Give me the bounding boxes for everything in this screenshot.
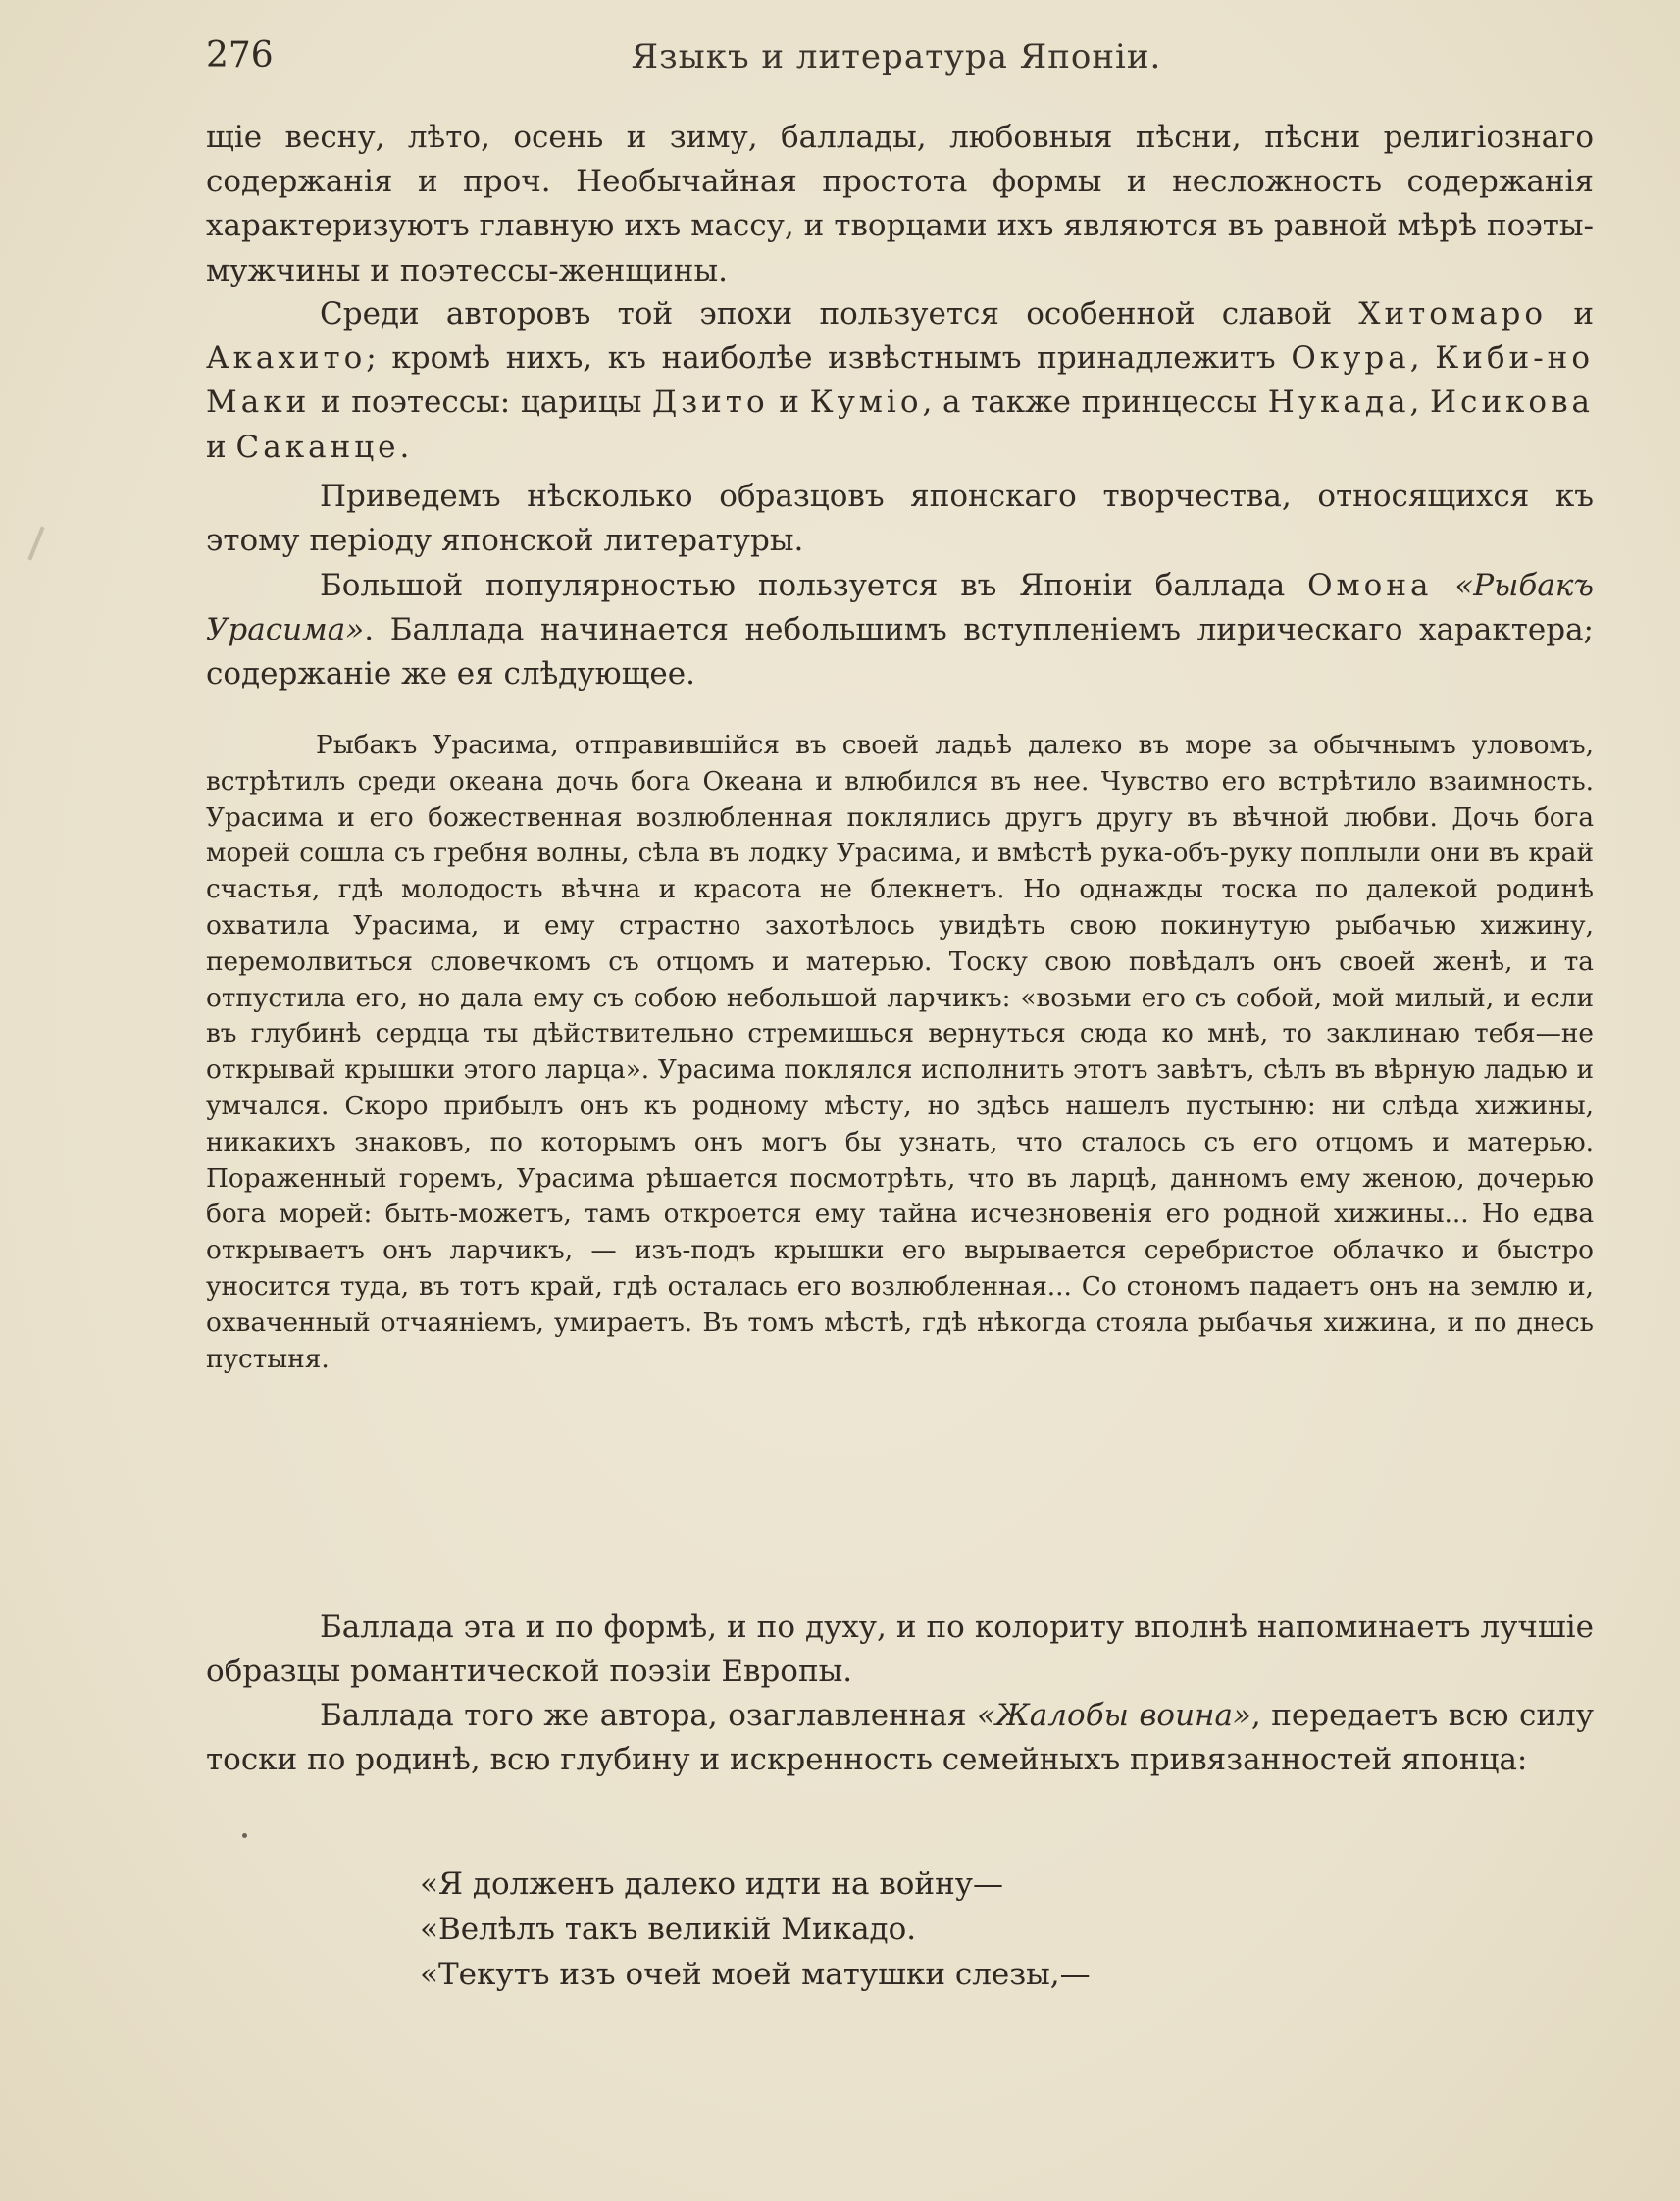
name-hitomaro: Хитомаро bbox=[1358, 296, 1548, 332]
p4-text-1: Большой популярностью пользуется въ Японіи баллада bbox=[320, 568, 1286, 603]
ballad-summary-text: Рыбакъ Урасима, отправившійся въ своей ладьѣ далеко въ море за обычнымъ уловомъ, встрѣтилъ среди океана дочь бога Океана и влюбился въ нее. Чувство его встрѣтило взаимность. Урасима и его божественная возлюбленная поклялись другъ другу въ вѣчной любви. Дочь бога морей сошла съ гребня волны, сѣла въ лодку Урасима, и вмѣстѣ рука-объ-руку поплыли они въ край счастья, гдѣ молодость вѣчна и красота не блекнетъ. Но однажды тоска по далекой родинѣ охватила Урасима, и ему страстно захотѣлось увидѣть свою покинутую рыбачью хижину, перемолвиться словечкомъ съ отцомъ и матерью. Тоску свою повѣдалъ онъ своей женѣ, и та отпустила его, но дала ему съ собою небольшой ларчикъ: «возьми его съ собой, мой милый, и если въ глубинѣ сердца ты дѣйствительно стремишься вернуться сюда ко мнѣ, то заклинаю тебя—не открывай крышки этого ларца». Урасима поклялся исполнить этотъ завѣтъ, сѣлъ въ вѣрную ладью и умчался. Скоро прибылъ онъ къ родному мѣсту, но здѣсь нашелъ пустыню: ни слѣда хижины, никакихъ знаковъ, по которымъ онъ могъ бы узнать, что сталось съ его отцомъ и матерью. Пораженный горемъ, Урасима рѣшается посмотрѣть, что въ ларцѣ, данномъ ему женою, дочерью бога морей: быть-можетъ, тамъ откроется ему тайна исчезновенія его родной хижины... Но едва открываетъ онъ ларчикъ, — изъ-подъ крышки его вырывается серебристое облачко и быстро уносится туда, въ тотъ край, гдѣ осталась его возлюбленная... Со стономъ падаетъ онъ на землю и, охваченный отчаяніемъ, умираетъ. Въ томъ мѣстѣ, гдѣ нѣкогда стояла рыбачья хижина, и по днесь пустыня. bbox=[206, 731, 1594, 1374]
p2-text-4: , bbox=[1409, 340, 1420, 377]
page-header bbox=[206, 35, 1587, 84]
p6-text-1: Баллада того же автора, озаглавленная bbox=[320, 1698, 967, 1733]
page-number: 276 bbox=[206, 35, 274, 76]
paragraph-3 bbox=[206, 475, 1594, 563]
verse-block bbox=[420, 1862, 1091, 1997]
p2-text-8: , bbox=[1409, 384, 1420, 421]
paragraph-5-text: Баллада эта и по формѣ, и по духу, и по колориту вполнѣ напоминаетъ лучшіе образцы романтической поэзіи Европы. bbox=[206, 1610, 1594, 1690]
name-isikova: Исикова bbox=[1429, 384, 1595, 421]
p2-text-2: и bbox=[1573, 296, 1595, 332]
ballad-summary bbox=[206, 728, 1594, 1377]
ballad-title-urasima: «Рыбакъ Урасима» bbox=[206, 568, 1594, 648]
name-okura: Окура bbox=[1291, 340, 1410, 377]
p2-text-9: и bbox=[206, 429, 227, 465]
name-akahito: Акахито bbox=[206, 340, 367, 377]
p2-text-3: ; кромѣ нихъ, къ наиболѣе извѣстнымъ принадлежитъ bbox=[366, 340, 1276, 377]
name-sakanpe: Саканце bbox=[235, 429, 400, 465]
paragraph-4 bbox=[206, 564, 1594, 697]
p2-text-10: . bbox=[399, 429, 410, 465]
name-dzito: Дзито bbox=[652, 384, 769, 421]
p2-text-5: и поэтессы: царицы bbox=[320, 384, 642, 421]
paragraph-1-text: щіе весну, лѣто, осень и зиму, баллады, любовныя пѣсни, пѣсни религіознаго содержанія и проч. Необычайная простота формы и несложность содержанія характеризуютъ главную ихъ массу, и творцами ихъ являются въ равной мѣрѣ поэты-мужчины и поэтессы-женщины. bbox=[206, 120, 1594, 288]
paragraph-1 bbox=[206, 116, 1594, 293]
paragraph-6 bbox=[206, 1694, 1594, 1782]
paragraph-5 bbox=[206, 1606, 1594, 1694]
p4-text-2: . Баллада начинается небольшимъ вступленіемъ лирическаго характера; содержаніе же ея слѣдующее. bbox=[206, 612, 1594, 692]
verse-line: «Велѣлъ такъ великій Микадо. bbox=[420, 1912, 917, 1947]
paragraph-3-text: Приведемъ нѣсколько образцовъ японскаго творчества, относящихся къ этому періоду японской литературы. bbox=[206, 479, 1594, 559]
running-head: Языкъ и литература Японіи. bbox=[631, 37, 1162, 77]
name-kumio: Куміо bbox=[809, 384, 923, 421]
ink-speck bbox=[242, 1833, 247, 1838]
verse-line: «Я долженъ далеко идти на войну— bbox=[420, 1867, 1003, 1902]
p6-text-2: , передаетъ всю силу тоски по родинѣ, всю глубину и искренность семейныхъ привязанностей японца: bbox=[206, 1698, 1594, 1778]
name-nukada: Нукада bbox=[1267, 384, 1410, 421]
margin-pencil-mark bbox=[27, 527, 44, 561]
ballad-title-warrior: «Жалобы воина» bbox=[977, 1698, 1251, 1733]
p2-text-7: , а также принцессы bbox=[922, 384, 1258, 421]
name-omona: Омона bbox=[1307, 568, 1433, 603]
p2-text-6: и bbox=[779, 384, 799, 421]
paragraph-2 bbox=[206, 292, 1594, 470]
verse-line: «Текутъ изъ очей моей матушки слезы,— bbox=[420, 1957, 1091, 1992]
name-kibi-no-maki: Киби-но Маки bbox=[206, 340, 1594, 421]
p2-text-1: Среди авторовъ той эпохи пользуется особенной славой bbox=[320, 296, 1333, 332]
